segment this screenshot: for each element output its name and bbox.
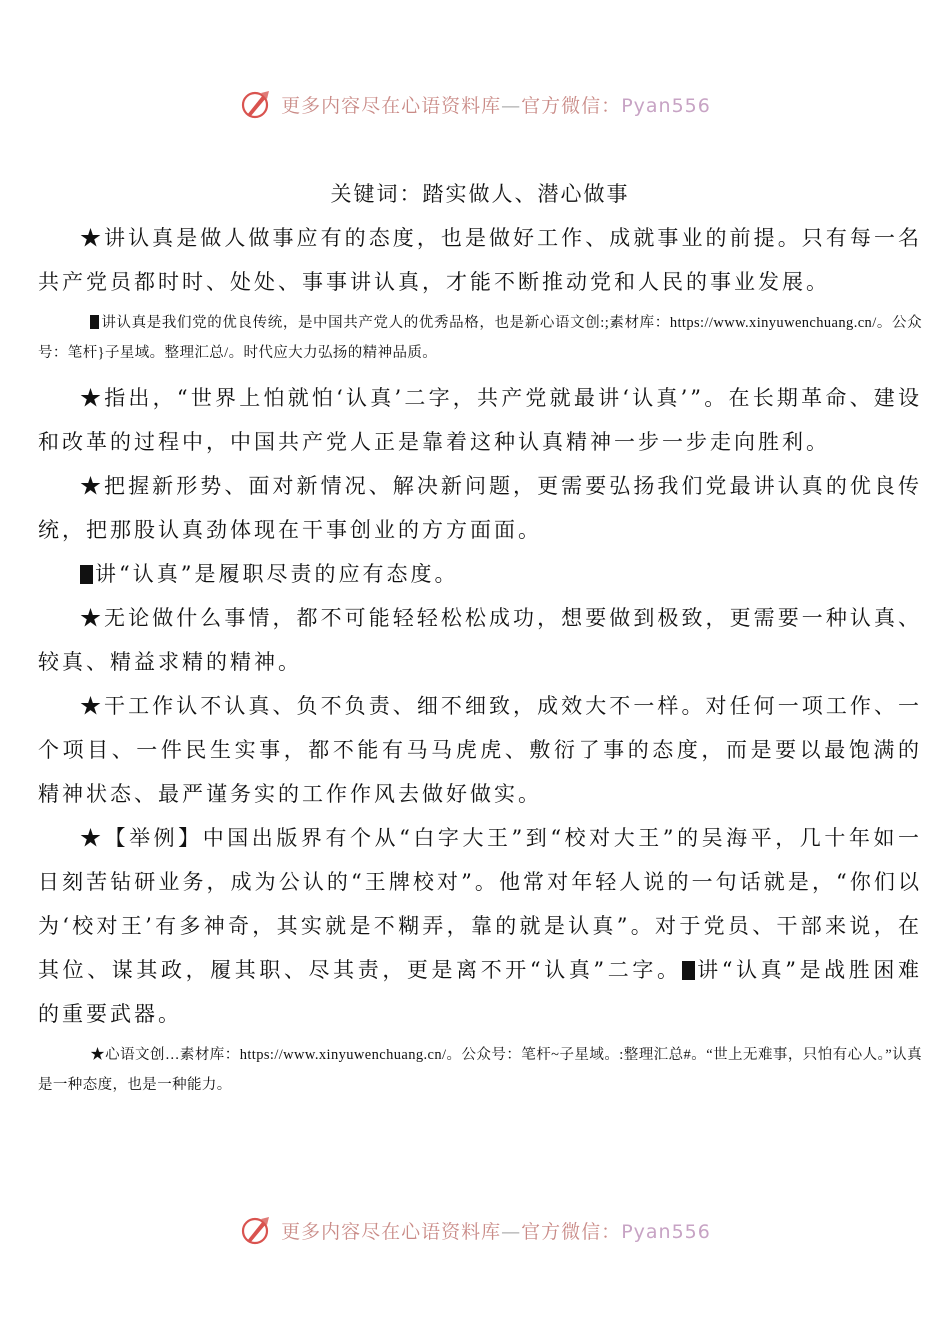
paragraph-6: ★干工作认不认真、负不负责、细不细致，成效大不一样。对任何一项工作、一个项目、一件民生实事，都不能有马马虎虎、敷衍了事的态度，而是要以最饱满的精神状态、最严谨务实的工作作风去做好做实。 [38, 694, 922, 806]
keywords-line: 关键词：踏实做人、潜心做事 [330, 182, 630, 206]
wechat-id: Pyan556 [621, 94, 711, 117]
pen-logo-icon [239, 87, 273, 121]
paragraph-7: ★【举例】中国出版界有个从“白字大王”到“校对大王”的吴海平，几十年如一日刻苦钻研业务，成为公认的“王牌校对”。他常对年轻人说的一句话就是，“你们以为‘校对王’有多神奇，其实就是不糊弄，靠的就是认真”。对于党员、干部来说，在其位、谋其政，履其职、尽其责，更是离不开“认真”二字。 讲“认真”是战胜困难的重要武器。 [38, 826, 922, 1026]
source-note-1: 讲认真是我们党的优良传统，是中国共产党人的优秀品格，也是新心语文创:;素材库：https://www.xinyuwenchuang.cn/。公众号：笔杆}子星域。整理汇总/。时代应大力弘扬的精神品质。 [38, 315, 922, 361]
section-heading: 讲“认真”是履职尽责的应有态度。 [38, 552, 922, 596]
wechat-id: Pyan556 [621, 1220, 711, 1243]
banner-text: 更多内容尽在心语资料库—官方微信：Pyan556 [281, 94, 711, 117]
source-note-2: ★心语文创…素材库：https://www.xinyuwenchuang.cn/。公众号：笔杆~子星域。:整理汇总#。“世上无难事，只怕有心人。”认真是一种态度，也是一种能力。 [38, 1047, 922, 1093]
header-banner [0, 82, 950, 126]
paragraph-5: ★无论做什么事情，都不可能轻轻松松成功，想要做到极致，更需要一种认真、较真、精益求精的精神。 [38, 606, 922, 674]
paragraph-2: ★指出，“世界上怕就怕‘认真’二字，共产党就最讲‘认真’”。在长期革命、建设和改革的过程中，中国共产党人正是靠着这种认真精神一步一步走向胜利。 [38, 386, 922, 454]
footer-banner [0, 1208, 950, 1252]
document-body [38, 172, 922, 1108]
paragraph-1: ★讲认真是做人做事应有的态度，也是做好工作、成就事业的前提。只有每一名共产党员都时时、处处、事事讲认真，才能不断推动党和人民的事业发展。 [38, 226, 922, 294]
block-marker-icon [682, 961, 695, 980]
block-marker-icon [80, 565, 93, 584]
banner-text: 更多内容尽在心语资料库—官方微信：Pyan556 [281, 1220, 711, 1243]
paragraph-3: ★把握新形势、面对新情况、解决新问题，更需要弘扬我们党最讲认真的优良传统，把那股认真劲体现在干事创业的方方面面。 [38, 474, 922, 542]
pen-logo-icon [239, 1213, 273, 1247]
block-marker-icon [90, 315, 99, 329]
